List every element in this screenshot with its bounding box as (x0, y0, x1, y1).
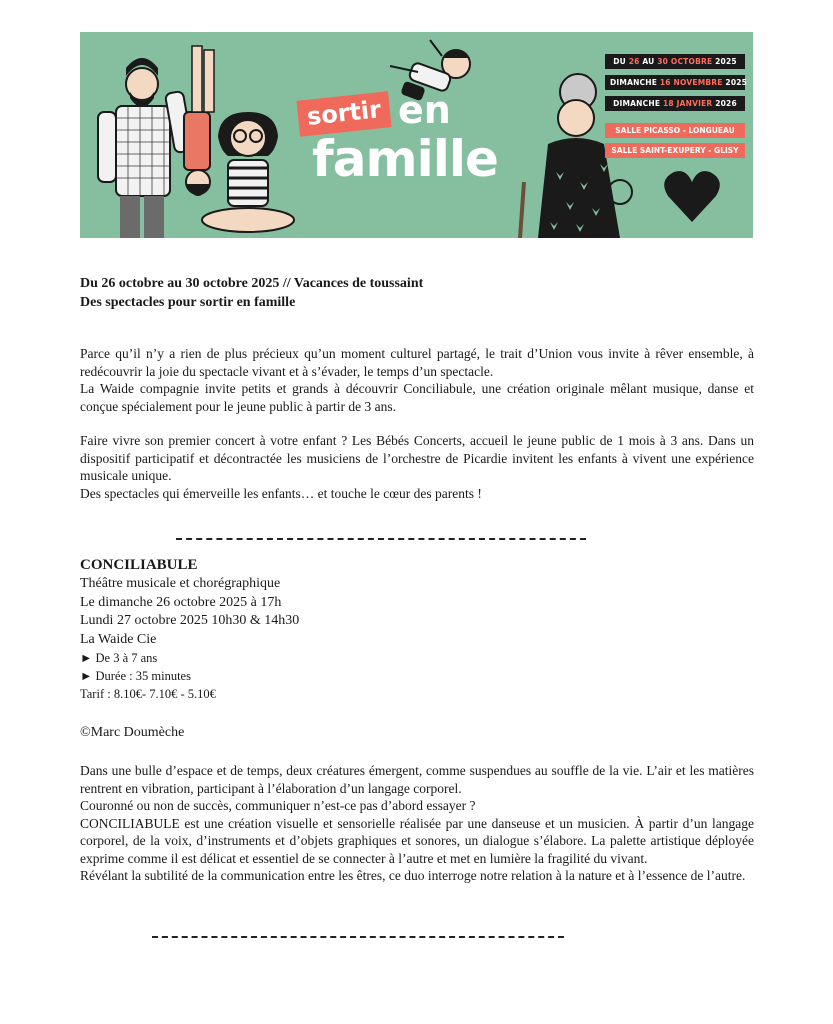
show-date-2: Lundi 27 octobre 2025 10h30 & 14h30 (80, 613, 300, 628)
intro-paragraph-4: Des spectacles qui émerveille les enfants… et touche le cœur des parents ! (80, 485, 482, 501)
date-bar-1: DU 26 AU 30 OCTOBRE 2025 (605, 54, 745, 69)
event-banner (80, 32, 753, 238)
hanging-child-illustration (184, 46, 214, 196)
logo-famille: famille (312, 130, 498, 188)
heading-line-1: Du 26 octobre au 30 octobre 2025 // Vacances de toussaint (80, 276, 424, 291)
banner-dates (605, 54, 748, 163)
show-genre: Théâtre musicale et chorégraphique (80, 576, 281, 591)
intro-paragraph-2: La Waide compagnie invite petits et grands à découvrir Conciliabule, une création originale mêlant musique, danse et conçue spécialement pour le jeune public à partir de 3 ans. (80, 381, 754, 414)
venue-2: SALLE SAINT-EXUPERY - GLISY (605, 143, 745, 158)
show-age: ► De 3 à 7 ans (80, 651, 158, 665)
description-paragraph-1: Dans une bulle d’espace et de temps, deux créatures émergent, comme suspendues au souffle de la vie. L’air et les matières rentrent en vibration, participant à l’élaboration d’un langage corporel. (80, 763, 754, 796)
description-paragraph-4: Révélant la subtilité de la communication entre les êtres, ce duo interroge notre relation à la nature et à l’essence de l’autre. (80, 868, 746, 883)
logo-en: en (398, 88, 451, 132)
page-heading (80, 274, 423, 312)
logo-sortir: sortir (296, 91, 391, 136)
description-block (80, 762, 754, 885)
separator-bottom (152, 936, 564, 938)
intro-block-2 (80, 432, 754, 502)
intro-paragraph-3: Faire vivre son premier concert à votre enfant ? Les Bébés Concerts, accueil le jeune public de 1 mois à 3 ans. Dans un dispositif participatif et décontractée les musiciens de l’orchestre de Picardie invitent les enfants à vivent une expérience musicale unique. (80, 433, 754, 483)
show-date-1: Le dimanche 26 octobre 2025 à 17h (80, 594, 282, 610)
girl-illustration (202, 112, 294, 232)
heading-line-2: Des spectacles pour sortir en famille (80, 295, 296, 310)
description-paragraph-2: Couronné ou non de succès, communiquer n’est-ce pas d’abord essayer ? (80, 798, 476, 813)
photo-credit: ©Marc Doumèche (80, 725, 185, 740)
father-illustration (98, 58, 193, 238)
show-duration: ► Durée : 35 minutes (80, 669, 191, 683)
venue-1: SALLE PICASSO - LONGUEAU (605, 123, 745, 138)
show-price: Tarif : 8.10€- 7.10€ - 5.10€ (80, 687, 216, 701)
show-title: CONCILIABULE (80, 557, 198, 573)
show-company: La Waide Cie (80, 631, 157, 647)
intro-paragraph-1: Parce qu’il n’y a rien de plus précieux qu’un moment culturel partagé, le trait d’Union vous invite à rêver ensemble, à redécouvrir la joie du spectacle vivant et à s’évader, le temps d’un spectacle. (80, 346, 754, 379)
heart-icon (664, 171, 720, 222)
description-paragraph-3: CONCILIABULE est une création visuelle et sensorielle réalisée par une danseuse et un musicien. À partir d’un langage corporel, de la voix, d’instruments et d’objets graphiques et sonores, un dialogue s’élabore. La palette artistique déployée exprime comme il est délicat et essentiel de se connecter à l’autre et met en lumière la fragilité du vivant. (80, 815, 754, 866)
date-bar-2: DIMANCHE 16 NOVEMBRE 2025 (605, 75, 745, 90)
show-info (80, 556, 299, 703)
intro-block-1 (80, 345, 754, 415)
date-bar-3: DIMANCHE 18 JANVIER 2026 (605, 96, 745, 111)
separator-top (176, 538, 586, 540)
